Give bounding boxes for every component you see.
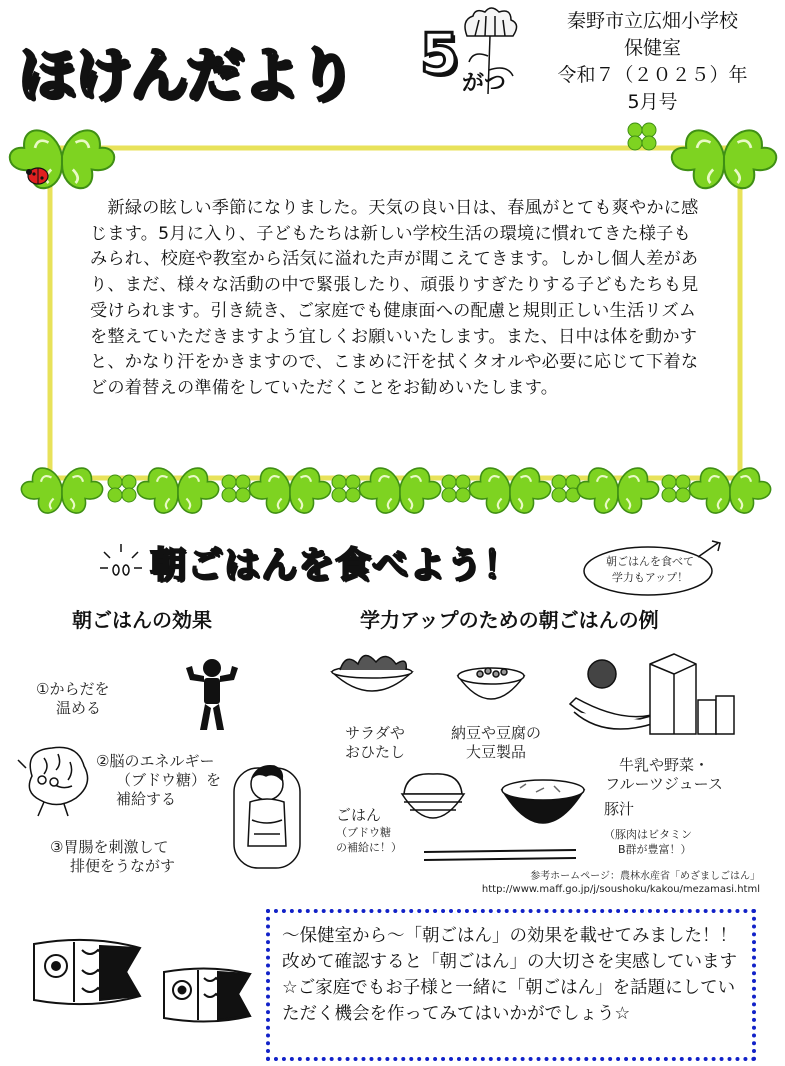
reference-label: 参考ホームページ：農林水産省「めざましごはん」	[530, 871, 760, 882]
examples-heading: 学力アップのための朝ごはんの例	[360, 608, 659, 632]
department: 保健室	[623, 37, 681, 59]
month-number: 5	[420, 22, 459, 87]
food-salad-line-1: サラダや	[345, 724, 405, 742]
effect-3-line-1	[50, 838, 175, 857]
issue-year: 令和７（２０２５）年	[557, 64, 748, 86]
food-salad-line-2: おひたし	[344, 743, 405, 761]
note-text: ～保健室から～「朝ごはん」の効果を載せてみました！！改めて確認すると「朝ごはん」の大切さを実感しています☆ご家庭でもお子様と一緒に「朝ごはん」を話題にしていただく機会を作ってみてはいかがでしょう☆	[282, 926, 737, 1024]
effects-heading: 朝ごはんの効果	[72, 608, 212, 632]
effect-3-line-2: 排便をうながす	[70, 857, 176, 875]
health-room-note	[266, 909, 756, 1061]
food-rice	[336, 806, 402, 855]
food-soup	[604, 800, 692, 857]
natto-bowl-icon	[454, 660, 528, 710]
chopsticks-icon	[420, 846, 580, 866]
effect-1-line-1	[36, 680, 109, 699]
food-soup-line-3: B群が豊富！）	[618, 843, 692, 856]
rice-bowl-icon	[396, 770, 470, 832]
reference-url[interactable]: http://www.maff.go.jp/j/soushoku/kakou/mezamasi.html	[481, 884, 760, 895]
bubble-line-1: 朝ごはんを食べて	[606, 555, 694, 568]
breakfast-banner: 朝ごはんを食べよう！	[150, 545, 521, 586]
carp-streamer-icon	[30, 930, 145, 1016]
speech-bubble-text	[590, 554, 710, 586]
food-milk-line-1: 牛乳や野菜・	[618, 756, 709, 774]
effect-1-number: ①	[36, 680, 50, 698]
toilet-boy-icon	[228, 750, 306, 872]
food-soup-line-2: （豚肉はビタミン	[604, 828, 692, 841]
school-name: 秦野市立広畑小学校	[566, 10, 738, 32]
effect-1-text-1: からだを	[49, 680, 110, 698]
sparkle-face-icon	[96, 540, 146, 586]
salad-icon	[326, 646, 418, 702]
effect-3-text-1: 胃腸を刺激して	[63, 838, 169, 856]
pork-soup-icon	[496, 770, 590, 844]
food-rice-line-1: ごはん	[336, 806, 382, 824]
food-natto-line-2: 大豆製品	[465, 743, 526, 761]
effect-2-number: ②	[96, 752, 110, 770]
food-milk-line-2: フルーツジュース	[605, 775, 723, 793]
strong-figure-icon	[180, 658, 244, 734]
food-salad	[340, 724, 410, 762]
intro-paragraph: 新緑の眩しい季節になりました。天気の良い日は、春風がとても爽やかに感じます。5月に入り、子どもたちは新しい学校生活の環境に慣れてきた様子もみられ、校庭や教室から活気に溢れた声が聞こえてきます。しかし個人差があり、まだ、様々な活動の中で緊張したり、頑張りすぎたりする子どもたちも見受けられます。引き続き、ご家庭でも健康面への配慮と規則正しい生活リズムを整えていただきますよう宜しくお願いいたします。また、日中は体を動かすと、かなり汗をかきますので、こまめに汗を拭くタオルや必要に応じて下着などの着替えの準備をしていただくことをお勧めいたします。	[90, 198, 699, 398]
food-rice-line-3: の補給に！）	[336, 841, 402, 854]
issue-month: 5月号	[627, 91, 678, 113]
effect-3-number: ③	[50, 838, 64, 856]
bubble-line-2: 学力もアップ！	[611, 571, 689, 584]
effect-2-line-1	[96, 752, 221, 771]
effect-1-line-2: 温める	[56, 699, 102, 717]
food-milk	[604, 756, 724, 794]
effect-2-line-2: （ブドウ糖）を	[116, 771, 222, 789]
ladybug-icon	[26, 168, 48, 184]
reference-block	[430, 870, 760, 896]
effect-3	[50, 838, 175, 876]
food-rice-line-2: （ブドウ糖	[336, 826, 391, 839]
title-text: ほけんだより	[18, 41, 355, 109]
milk-fruit-icon	[566, 650, 736, 738]
month-suffix: がつ	[462, 71, 507, 96]
food-natto-line-1: 納豆や豆腐の	[450, 724, 541, 742]
carp-streamer-small-icon	[160, 960, 255, 1030]
food-natto	[446, 724, 546, 762]
effect-2-line-3: 補給する	[116, 790, 177, 808]
effect-2	[96, 752, 221, 809]
effect-1	[36, 680, 109, 718]
food-soup-line-1: 豚汁	[604, 800, 635, 818]
brain-character-icon	[14, 740, 98, 820]
effect-2-text-1: 脳のエネルギー	[109, 752, 215, 770]
